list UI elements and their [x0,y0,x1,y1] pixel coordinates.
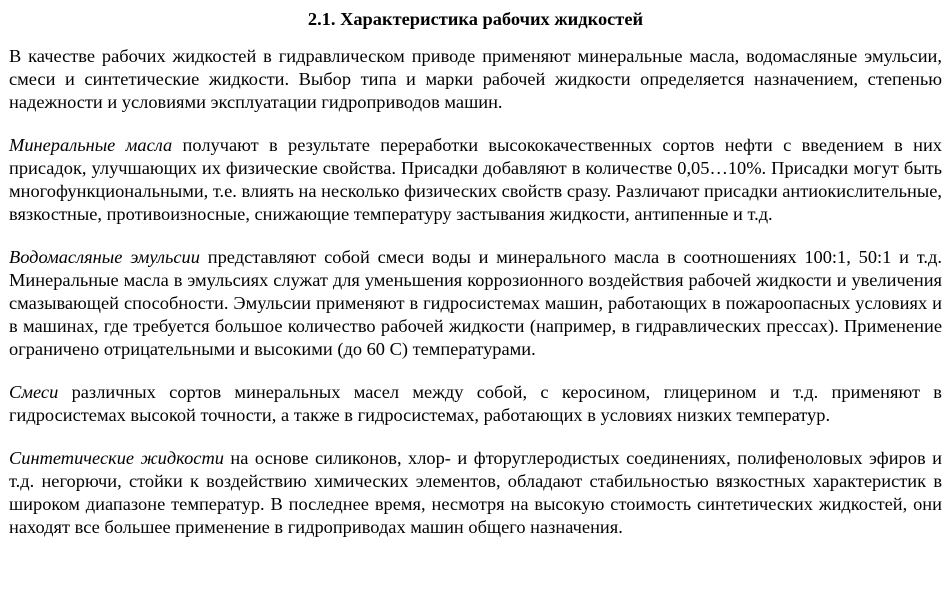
paragraph-text: на основе силиконов, хлор- и фторуглеродистых соединениях, полифеноловых эфиров и т.д. негорючи, стойки к воздействию химических элементов, обладают стабильностью вязкостных характеристик в широком диапазоне температур. В последнее время, несмотря на высокую стоимость синтетических жидкостей, они находят все большее применение в гидроприводах машин общего назначения. [9,448,942,537]
paragraph-text: получают в результате переработки высококачественных сортов нефти с введением в них присадок, улучшающих их физические свойства. Присадки добавляют в количестве 0,05…10%. Присадки могут быть многофункциональными, т.е. влиять на несколько физических свойств сразу. Различают присадки антиокислительные, вязкостные, противоизносные, снижающие температуру застывания жидкости, антипенные и т.д. [9,135,943,224]
paragraph-mineral-oils [9,134,942,226]
term-emulsions: Водомасляные эмульсии [9,247,200,267]
paragraph-text: представляют собой смеси воды и минерального масла в соотношениях 100:1, 50:1 и т.д. Минеральные масла в эмульсиях служат для уменьшения коррозионного воздействия рабочей жидкости и увеличения смазывающей способности. Эмульсии применяют в гидросистемах машин, работающих в пожароопасных условиях и в машинах, где требуется большое количество рабочей жидкости (например, в гидравлических прессах). Применение ограничено отрицательными и высокими (до 60 С) температурами. [9,247,942,359]
paragraph-synthetic-fluids [9,447,942,539]
intro-paragraph: В качестве рабочих жидкостей в гидравлическом приводе применяют минеральные масла, водомасляные эмульсии, смеси и синтетические жидкости. Выбор типа и марки рабочей жидкости определяется назначением, степенью надежности и условиями эксплуатации гидроприводов машин. [9,46,942,112]
paragraph-text: различных сортов минеральных масел между собой, с керосином, глицерином и т.д. применяют в гидросистемах высокой точности, а также в гидросистемах, работающих в условиях низких температур. [9,382,942,425]
term-synthetic-fluids: Синтетические жидкости [9,448,224,468]
term-mineral-oils: Минеральные масла [9,135,173,155]
section-title: 2.1. Характеристика рабочих жидкостей [307,9,644,29]
document-page [9,0,942,539]
paragraph-mixtures [9,381,942,427]
term-mixtures: Смеси [9,382,59,402]
paragraph-emulsions [9,246,942,361]
